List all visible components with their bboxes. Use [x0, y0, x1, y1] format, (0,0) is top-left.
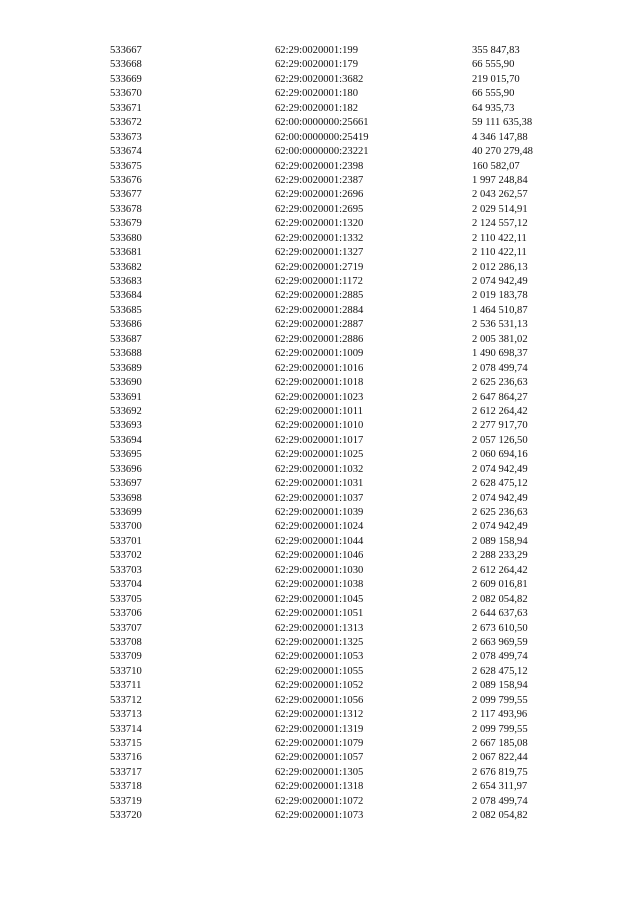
cadastral-value: 2 078 499,74 [472, 651, 528, 663]
cadastral-number: 62:29:0020001:1010 [275, 420, 364, 432]
table-row [0, 593, 640, 607]
table-row [0, 708, 640, 722]
row-number: 533711 [110, 680, 142, 692]
cadastral-value: 2 124 557,12 [472, 218, 528, 230]
table-row [0, 58, 640, 72]
row-number: 533667 [110, 45, 142, 56]
row-number: 533675 [110, 160, 142, 172]
cadastral-value: 2 647 864,27 [472, 391, 528, 403]
table-row [0, 520, 640, 534]
row-number: 533689 [110, 362, 142, 374]
table-row [0, 174, 640, 188]
cadastral-value: 1 464 510,87 [472, 304, 528, 316]
cadastral-value: 2 663 969,59 [472, 636, 528, 648]
cadastral-number: 62:29:0020001:1031 [275, 478, 364, 490]
cadastral-number: 62:29:0020001:1024 [275, 521, 364, 533]
table-row [0, 261, 640, 275]
table-row [0, 304, 640, 318]
table-row [0, 751, 640, 765]
cadastral-value: 2 078 499,74 [472, 362, 528, 374]
cadastral-number: 62:29:0020001:1017 [275, 434, 364, 446]
cadastral-number: 62:29:0020001:1030 [275, 564, 364, 576]
cadastral-number: 62:29:0020001:1052 [275, 680, 364, 692]
cadastral-number: 62:29:0020001:2884 [275, 304, 364, 316]
cadastral-value: 2 074 942,49 [472, 276, 528, 287]
table-row [0, 665, 640, 679]
cadastral-number: 62:29:0020001:1305 [275, 766, 364, 778]
row-number: 533706 [110, 608, 142, 620]
table-row [0, 419, 640, 433]
row-number: 533696 [110, 463, 142, 475]
table-row [0, 362, 640, 376]
table-row [0, 405, 640, 419]
table-row [0, 723, 640, 737]
table-row [0, 737, 640, 751]
table-row [0, 650, 640, 664]
table-row [0, 44, 640, 58]
table-row [0, 333, 640, 347]
cadastral-number: 62:29:0020001:1312 [275, 709, 364, 721]
cadastral-value: 2 012 286,13 [472, 261, 528, 273]
cadastral-number: 62:29:0020001:1025 [275, 449, 364, 461]
cadastral-value: 2 117 493,96 [472, 709, 528, 721]
table-row [0, 506, 640, 520]
table-row [0, 217, 640, 231]
row-number: 533682 [110, 261, 142, 273]
cadastral-value: 64 935,73 [472, 102, 515, 114]
table-row [0, 73, 640, 87]
table-row [0, 535, 640, 549]
table-row [0, 131, 640, 145]
table-row [0, 434, 640, 448]
cadastral-value: 2 628 475,12 [472, 478, 528, 490]
cadastral-value: 2 288 233,29 [472, 550, 528, 562]
row-number: 533672 [110, 117, 142, 129]
row-number: 533692 [110, 405, 142, 417]
cadastral-value: 219 015,70 [472, 73, 520, 85]
cadastral-value: 2 625 236,63 [472, 377, 528, 389]
row-number: 533686 [110, 319, 142, 331]
table-row [0, 694, 640, 708]
row-number: 533670 [110, 88, 142, 100]
cadastral-value: 2 089 158,94 [472, 680, 528, 692]
cadastral-value: 2 029 514,91 [472, 203, 528, 215]
cadastral-number: 62:29:0020001:1319 [275, 723, 364, 735]
row-number: 533683 [110, 276, 142, 287]
table-row [0, 795, 640, 809]
row-number: 533680 [110, 232, 142, 244]
row-number: 533718 [110, 781, 142, 793]
table-row [0, 347, 640, 361]
row-number: 533674 [110, 146, 142, 158]
row-number: 533694 [110, 434, 142, 446]
cadastral-number: 62:29:0020001:1073 [275, 810, 364, 822]
table-row [0, 102, 640, 116]
cadastral-number: 62:29:0020001:1079 [275, 738, 364, 749]
row-number: 533678 [110, 203, 142, 215]
row-number: 533713 [110, 709, 142, 721]
table-row [0, 203, 640, 217]
table-row [0, 289, 640, 303]
row-number: 533704 [110, 579, 142, 591]
table-row [0, 391, 640, 405]
cadastral-number: 62:29:0020001:3682 [275, 73, 364, 85]
table-row [0, 477, 640, 491]
cadastral-value: 2 628 475,12 [472, 665, 528, 677]
table-row [0, 463, 640, 477]
cadastral-number: 62:29:0020001:1032 [275, 463, 364, 475]
cadastral-number: 62:29:0020001:2696 [275, 189, 364, 201]
row-number: 533698 [110, 492, 142, 504]
cadastral-value: 40 270 279,48 [472, 146, 533, 158]
cadastral-value: 59 111 635,38 [472, 117, 533, 129]
row-number: 533717 [110, 766, 142, 778]
row-number: 533677 [110, 189, 142, 201]
cadastral-number: 62:29:0020001:2398 [275, 160, 364, 172]
table-row [0, 275, 640, 289]
cadastral-number: 62:29:0020001:1023 [275, 391, 364, 403]
row-number: 533679 [110, 218, 142, 230]
table-row [0, 87, 640, 101]
table-row [0, 578, 640, 592]
cadastral-number: 62:29:0020001:1055 [275, 665, 364, 677]
row-number: 533712 [110, 694, 142, 706]
table-row [0, 780, 640, 794]
cadastral-number: 62:29:0020001:179 [275, 59, 358, 71]
cadastral-number: 62:29:0020001:2887 [275, 319, 364, 331]
row-number: 533695 [110, 449, 142, 461]
cadastral-value: 66 555,90 [472, 88, 515, 100]
cadastral-number: 62:29:0020001:1037 [275, 492, 364, 504]
cadastral-value: 2 019 183,78 [472, 290, 528, 302]
row-number: 533715 [110, 738, 142, 749]
row-number: 533716 [110, 752, 142, 764]
cadastral-number: 62:29:0020001:1327 [275, 247, 364, 259]
cadastral-number: 62:29:0020001:1016 [275, 362, 364, 374]
cadastral-value: 355 847,83 [472, 45, 520, 56]
cadastral-value: 2 060 694,16 [472, 449, 528, 461]
cadastral-value: 2 082 054,82 [472, 593, 528, 605]
cadastral-value: 4 346 147,88 [472, 131, 528, 143]
table-row [0, 160, 640, 174]
row-number: 533707 [110, 622, 142, 634]
row-number: 533709 [110, 651, 142, 663]
row-number: 533671 [110, 102, 142, 114]
cadastral-number: 62:00:0000000:23221 [275, 146, 369, 158]
row-number: 533684 [110, 290, 142, 302]
table-row [0, 188, 640, 202]
table-row [0, 607, 640, 621]
cadastral-number: 62:29:0020001:2719 [275, 261, 364, 273]
row-number: 533668 [110, 59, 142, 71]
cadastral-number: 62:29:0020001:1057 [275, 752, 364, 764]
table-row [0, 636, 640, 650]
cadastral-number: 62:29:0020001:1044 [275, 535, 364, 547]
cadastral-value: 2 673 610,50 [472, 622, 528, 634]
cadastral-number: 62:29:0020001:1325 [275, 636, 364, 648]
row-number: 533703 [110, 564, 142, 576]
table-row [0, 116, 640, 130]
cadastral-value: 1 490 698,37 [472, 348, 528, 360]
cadastral-number: 62:00:0000000:25419 [275, 131, 369, 143]
cadastral-value: 66 555,90 [472, 59, 515, 71]
cadastral-value: 2 074 942,49 [472, 521, 528, 533]
row-number: 533676 [110, 174, 142, 186]
row-number: 533691 [110, 391, 142, 403]
cadastral-value: 2 612 264,42 [472, 564, 528, 576]
cadastral-value: 2 612 264,42 [472, 405, 528, 417]
row-number: 533681 [110, 247, 142, 259]
cadastral-number: 62:29:0020001:1045 [275, 593, 364, 605]
row-number: 533705 [110, 593, 142, 605]
cadastral-value: 2 057 126,50 [472, 434, 528, 446]
cadastral-value: 2 043 262,57 [472, 189, 528, 201]
cadastral-number: 62:29:0020001:1038 [275, 579, 364, 591]
cadastral-value: 1 997 248,84 [472, 174, 528, 186]
row-number: 533693 [110, 420, 142, 432]
cadastral-number: 62:29:0020001:199 [275, 45, 358, 56]
cadastral-number: 62:29:0020001:2886 [275, 333, 364, 345]
cadastral-number: 62:29:0020001:1313 [275, 622, 364, 634]
row-number: 533685 [110, 304, 142, 316]
table-row [0, 145, 640, 159]
row-number: 533710 [110, 665, 142, 677]
row-number: 533702 [110, 550, 142, 562]
cadastral-number: 62:29:0020001:2885 [275, 290, 364, 302]
row-number: 533687 [110, 333, 142, 345]
row-number: 533699 [110, 507, 142, 518]
table-row [0, 766, 640, 780]
cadastral-value: 2 110 422,11 [472, 232, 527, 244]
cadastral-value: 2 277 917,70 [472, 420, 528, 432]
table-row [0, 232, 640, 246]
cadastral-value: 160 582,07 [472, 160, 520, 172]
cadastral-value: 2 667 185,08 [472, 738, 528, 749]
table-row [0, 809, 640, 823]
cadastral-value: 2 644 637,63 [472, 608, 528, 620]
cadastral-number: 62:29:0020001:1056 [275, 694, 364, 706]
table-row [0, 549, 640, 563]
cadastral-value: 2 078 499,74 [472, 795, 528, 807]
row-number: 533673 [110, 131, 142, 143]
table-row [0, 376, 640, 390]
table-row [0, 622, 640, 636]
table-row [0, 564, 640, 578]
cadastral-value: 2 067 822,44 [472, 752, 528, 764]
cadastral-value: 2 110 422,11 [472, 247, 527, 259]
cadastral-number: 62:29:0020001:1018 [275, 377, 364, 389]
cadastral-number: 62:29:0020001:2695 [275, 203, 364, 215]
cadastral-value: 2 082 054,82 [472, 810, 528, 822]
cadastral-number: 62:29:0020001:1332 [275, 232, 364, 244]
data-table [0, 44, 640, 824]
cadastral-value: 2 625 236,63 [472, 507, 528, 518]
cadastral-number: 62:29:0020001:182 [275, 102, 358, 114]
cadastral-number: 62:29:0020001:1072 [275, 795, 364, 807]
table-row [0, 492, 640, 506]
cadastral-number: 62:29:0020001:180 [275, 88, 358, 100]
cadastral-number: 62:29:0020001:1051 [275, 608, 364, 620]
cadastral-number: 62:00:0000000:25661 [275, 117, 369, 129]
cadastral-value: 2 536 531,13 [472, 319, 528, 331]
table-row [0, 246, 640, 260]
cadastral-value: 2 074 942,49 [472, 463, 528, 475]
row-number: 533719 [110, 795, 142, 807]
row-number: 533714 [110, 723, 142, 735]
row-number: 533669 [110, 73, 142, 85]
cadastral-value: 2 609 016,81 [472, 579, 528, 591]
table-row [0, 448, 640, 462]
row-number: 533700 [110, 521, 142, 533]
row-number: 533697 [110, 478, 142, 490]
row-number: 533720 [110, 810, 142, 822]
cadastral-value: 2 099 799,55 [472, 723, 528, 735]
row-number: 533701 [110, 535, 142, 547]
row-number: 533708 [110, 636, 142, 648]
cadastral-value: 2 654 311,97 [472, 781, 528, 793]
cadastral-number: 62:29:0020001:1320 [275, 218, 364, 230]
cadastral-value: 2 099 799,55 [472, 694, 528, 706]
cadastral-number: 62:29:0020001:1011 [275, 405, 363, 417]
cadastral-number: 62:29:0020001:1009 [275, 348, 364, 360]
table-row [0, 318, 640, 332]
cadastral-number: 62:29:0020001:1039 [275, 507, 364, 518]
cadastral-number: 62:29:0020001:1046 [275, 550, 364, 562]
table-row [0, 679, 640, 693]
cadastral-value: 2 089 158,94 [472, 535, 528, 547]
row-number: 533690 [110, 377, 142, 389]
cadastral-number: 62:29:0020001:1053 [275, 651, 364, 663]
cadastral-number: 62:29:0020001:1318 [275, 781, 364, 793]
cadastral-number: 62:29:0020001:2387 [275, 174, 364, 186]
cadastral-number: 62:29:0020001:1172 [275, 276, 363, 287]
cadastral-value: 2 074 942,49 [472, 492, 528, 504]
cadastral-value: 2 676 819,75 [472, 766, 528, 778]
cadastral-value: 2 005 381,02 [472, 333, 528, 345]
row-number: 533688 [110, 348, 142, 360]
